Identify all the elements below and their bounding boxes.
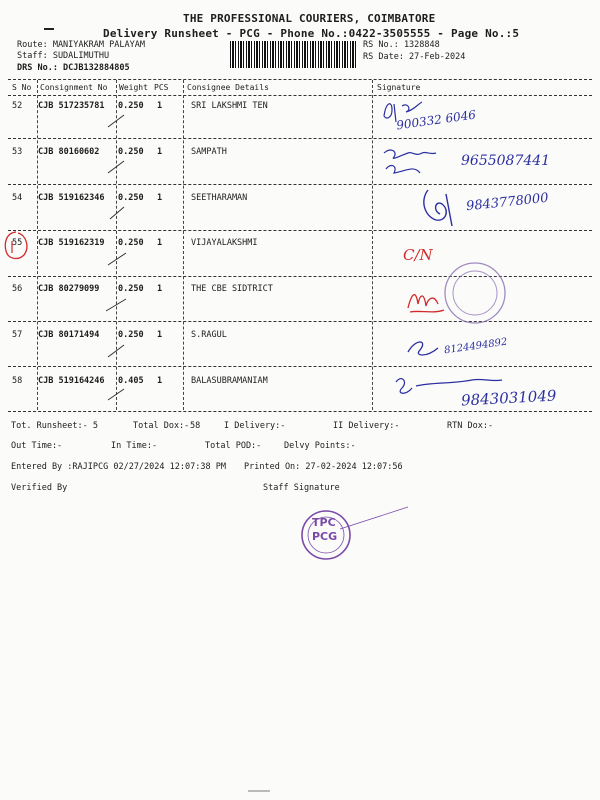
signature-phone-52: 900332 6046 bbox=[395, 107, 477, 133]
row-rule bbox=[8, 184, 592, 185]
col-signature: Signature bbox=[377, 83, 421, 92]
row-weight: 0.250 bbox=[118, 238, 144, 248]
row-rule bbox=[8, 366, 592, 367]
signature-row-53 bbox=[380, 143, 460, 183]
scan-speck bbox=[248, 790, 270, 792]
round-seal bbox=[442, 260, 508, 326]
row-sno: 53 bbox=[12, 147, 23, 157]
row-pcs: 1 bbox=[157, 101, 163, 111]
total-dox-count: 58 bbox=[190, 421, 201, 431]
company-title: THE PROFESSIONAL COURIERS, COIMBATORE bbox=[183, 12, 436, 25]
row-weight: 0.250 bbox=[118, 193, 144, 203]
row-sno: 58 bbox=[12, 376, 23, 386]
entered-by: Entered By :RAJIPCG 02/27/2024 12:07:38 PM bbox=[11, 462, 226, 472]
barcode bbox=[230, 41, 358, 68]
row-consignment: CJB 80279099 bbox=[38, 284, 100, 294]
row-sno: 55 bbox=[12, 238, 23, 248]
row-pcs: 1 bbox=[157, 147, 163, 157]
dash-mark bbox=[44, 28, 54, 30]
col-weight: Weight bbox=[119, 83, 148, 92]
row-consignee: SAMPATH bbox=[191, 147, 227, 157]
row-weight: 0.250 bbox=[118, 330, 144, 340]
row-consignee: SEETHARAMAN bbox=[191, 193, 248, 203]
stamp-line1: TPC bbox=[312, 516, 336, 529]
staff-signature-label: Staff Signature bbox=[263, 483, 340, 493]
signature-phone-58: 9843031049 bbox=[460, 386, 557, 410]
row-consignee: THE CBE SIDTRICT bbox=[191, 284, 273, 294]
signature-phone-53: 9655087441 bbox=[461, 153, 551, 169]
i-delivery: I Delivery:- bbox=[224, 421, 286, 431]
signature-row-57 bbox=[404, 334, 444, 364]
row-consignment: CJB 519162346 bbox=[38, 193, 105, 203]
row-weight: 0.405 bbox=[118, 376, 144, 386]
stamp-line2: PCG bbox=[312, 530, 338, 543]
out-time: Out Time:- bbox=[11, 441, 63, 451]
row-consignee: VIJAYALAKSHMI bbox=[191, 238, 258, 248]
col-consignment: Consignment No bbox=[40, 83, 108, 92]
row-consignment: CJB 519164246 bbox=[38, 376, 105, 386]
runsheet-subtitle: Delivery Runsheet - PCG - Phone No.:0422-3505555 - Page No.:5 bbox=[103, 27, 520, 40]
signature-phone-54: 9843778000 bbox=[465, 190, 550, 215]
tick-marks bbox=[100, 95, 140, 415]
row-consignment: CJB 519162319 bbox=[38, 238, 105, 248]
row-sno: 54 bbox=[12, 193, 23, 203]
header-rule-top bbox=[8, 79, 592, 80]
row-sno: 57 bbox=[12, 330, 23, 340]
row-pcs: 1 bbox=[157, 284, 163, 294]
delvy-points: Delvy Points:- bbox=[284, 441, 356, 451]
route-label: Route: MANIYAKRAM PALAYAM bbox=[17, 40, 145, 50]
ii-delivery: II Delivery:- bbox=[333, 421, 400, 431]
rtn-dox: RTN Dox:- bbox=[447, 421, 494, 431]
row-consignment: CJB 80171494 bbox=[38, 330, 100, 340]
col-divider bbox=[183, 80, 184, 410]
signature-phone-57: 8124494892 bbox=[443, 336, 509, 357]
row-consignment: CJB 517235781 bbox=[38, 101, 105, 111]
row-consignee: S.RAGUL bbox=[191, 330, 227, 340]
total-pod: Total POD:- bbox=[205, 441, 262, 451]
col-divider bbox=[372, 80, 373, 410]
col-consignee: Consignee Details bbox=[187, 83, 269, 92]
row-sno: 56 bbox=[12, 284, 23, 294]
verified-by: Verified By bbox=[11, 483, 68, 493]
row-sno: 52 bbox=[12, 101, 23, 111]
staff-label: Staff: SUDALIMUTHU bbox=[17, 51, 110, 61]
row-pcs: 1 bbox=[157, 238, 163, 248]
in-time: In Time:- bbox=[111, 441, 158, 451]
drs-number: DRS No.: DCJB132884805 bbox=[17, 63, 130, 73]
row-consignee: BALASUBRAMANIAM bbox=[191, 376, 268, 386]
row-rule bbox=[8, 138, 592, 139]
row-weight: 0.250 bbox=[118, 284, 144, 294]
row-weight: 0.250 bbox=[118, 101, 144, 111]
col-sno: S No bbox=[12, 83, 32, 92]
total-dox-label: Total Dox:- bbox=[133, 421, 190, 431]
row-consignment: CJB 80160602 bbox=[38, 147, 100, 157]
row-consignee: SRI LAKSHMI TEN bbox=[191, 101, 268, 111]
signature-row-55: C/N bbox=[403, 246, 433, 264]
total-runsheet: Tot. Runsheet:- 5 bbox=[11, 421, 98, 431]
rs-date: RS Date: 27-Feb-2024 bbox=[363, 52, 466, 62]
col-pcs: PCS bbox=[154, 83, 169, 92]
row-pcs: 1 bbox=[157, 376, 163, 386]
row-rule bbox=[8, 411, 592, 412]
red-circle-mark bbox=[2, 229, 32, 263]
row-weight: 0.250 bbox=[118, 147, 144, 157]
row-rule bbox=[8, 230, 592, 231]
row-pcs: 1 bbox=[157, 330, 163, 340]
row-pcs: 1 bbox=[157, 193, 163, 203]
printed-on: Printed On: 27-02-2024 12:07:56 bbox=[244, 462, 403, 472]
rs-number: RS No.: 1328848 bbox=[363, 40, 440, 50]
